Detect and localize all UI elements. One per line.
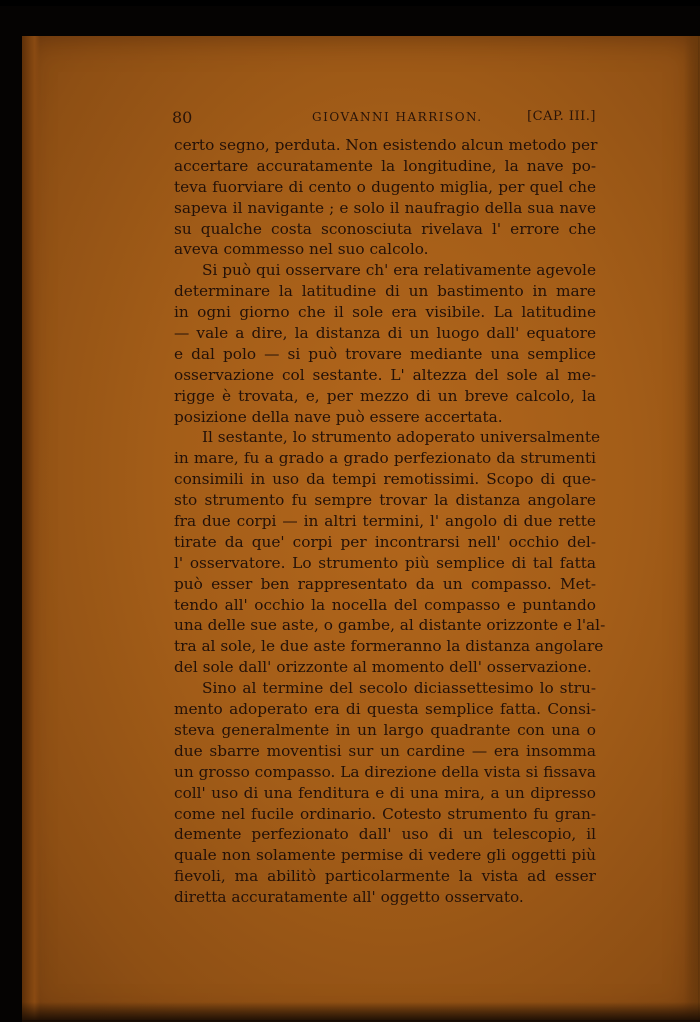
text-line: tendo all' occhio la nocella del compasso e puntando <box>174 595 596 614</box>
text-line: fievoli, ma abilitò particolarmente la vista ad esser <box>174 867 596 886</box>
scan-top-border <box>0 0 700 6</box>
text-line: fra due corpi — in altri termini, l' angolo di due rette <box>174 512 596 531</box>
text-line: un grosso compasso. La direzione della vista si fissava <box>174 762 596 781</box>
text-line: tirate da que' corpi per incontrarsi nell' occhio del- <box>174 532 596 551</box>
page-left-edge <box>22 36 40 1020</box>
text-line: demente perfezionato dall' uso di un telescopio, il <box>174 825 596 844</box>
text-line: e dal polo — si può trovare mediante una semplice <box>174 344 596 363</box>
text-line: Si può qui osservare ch' era relativamente agevole <box>202 261 596 280</box>
text-line: l' osservatore. Lo strumento più semplice di tal fatta <box>174 553 596 572</box>
text-line: tra al sole, le due aste formeranno la distanza angolare <box>174 637 604 656</box>
text-line: diretta accuratamente all' oggetto osservato. <box>174 888 524 907</box>
page-number: 80 <box>172 108 193 127</box>
text-line: teva fuorviare di cento o dugento miglia, per quel che <box>174 177 596 196</box>
text-line: determinare la latitudine di un bastimento in mare <box>174 282 596 301</box>
body-text <box>174 135 606 908</box>
running-header <box>172 108 596 130</box>
page-right-edge <box>684 36 700 1020</box>
text-line: coll' uso di una fenditura e di una mira, a un dipresso <box>174 783 596 802</box>
text-line: in mare, fu a grado a grado perfezionato da strumenti <box>174 449 596 468</box>
text-line: due sbarre moventisi sur un cardine — era insomma <box>174 741 596 760</box>
text-line: Sino al termine del secolo diciassettesimo lo stru- <box>202 679 596 698</box>
text-line: come nel fucile ordinario. Cotesto strumento fu gran- <box>174 804 596 823</box>
text-line: posizione della nave può essere accertata. <box>174 407 503 426</box>
text-line: mento adoperato era di questa semplice fatta. Consi- <box>174 700 596 719</box>
text-line: consimili in uso da tempi remotissimi. Scopo di que- <box>174 470 596 489</box>
text-line: — vale a dire, la distanza di un luogo dall' equatore <box>174 324 596 343</box>
text-line: una delle sue aste, o gambe, al distante orizzonte e l'al- <box>174 616 606 635</box>
text-line: sto strumento fu sempre trovar la distanza angolare <box>174 491 596 510</box>
chapter-label: [CAP. III.] <box>527 109 596 124</box>
text-line: in ogni giorno che il sole era visibile. La latitudine <box>174 303 596 322</box>
text-line: del sole dall' orizzonte al momento dell' osservazione. <box>174 658 592 677</box>
page-bottom-shadow <box>22 1002 700 1022</box>
text-line: quale non solamente permise di vedere gli oggetti più <box>174 846 596 865</box>
text-line: Il sestante, lo strumento adoperato universalmente <box>202 428 601 447</box>
text-line: steva generalmente in un largo quadrante con una o <box>174 720 596 739</box>
text-line: certo segno, perduta. Non esistendo alcun metodo per <box>174 136 598 154</box>
text-line: rigge è trovata, e, per mezzo di un breve calcolo, la <box>174 386 596 405</box>
text-line: accertare accuratamente la longitudine, la nave po- <box>174 156 596 175</box>
text-line: osservazione col sestante. L' altezza del sole al me- <box>174 365 596 384</box>
running-title: GIOVANNI HARRISON. <box>312 110 483 124</box>
text-line: aveva commesso nel suo calcolo. <box>174 240 429 259</box>
text-line: può esser ben rappresentato da un compasso. Met- <box>174 574 596 593</box>
text-line: sapeva il navigante ; e solo il naufragio della sua nave <box>174 198 596 217</box>
text-line: su qualche costa sconosciuta rivelava l' errore che <box>174 219 596 238</box>
